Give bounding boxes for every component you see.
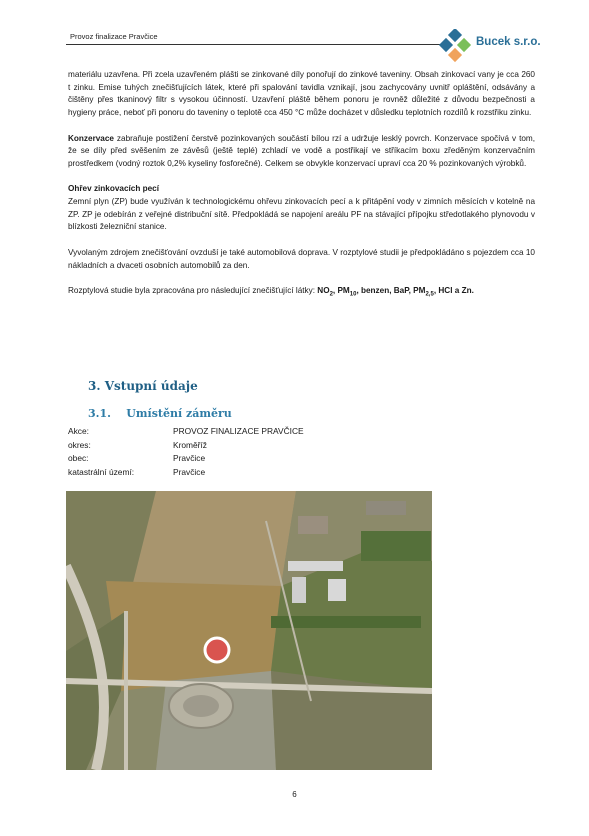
location-marker-icon bbox=[205, 638, 229, 662]
paragraph-galvanizing: materiálu uzavřena. Při zcela uzavřeném plášti se zinkované díly ponořují do zinkové taveniny. Obsah zinkovací vany je cca 260 t zinku. Emise tuhých znečišťujících látek, které při spalování tavidla vznikají, jsou zachycovány uvnitř opláštění, odsávány a čištěny přes tkaninový filtr s vysokou účinností. Uzavření pláště během ponoru je rovněž důležité z důvodu bezpečnosti a hygieny práce, neboť při ponoru do taveniny o teplotě cca 450 °C může docházet v důsledku teplotních rozdílů k rozstřiku zinku. bbox=[68, 70, 535, 118]
paragraph-pollutants: Rozptylová studie byla zpracována pro následující znečišťující látky: $NO_2$, $PM_{10}$, benzen, BaP, $PM_{2,5}$, HCl a Zn. bbox=[68, 285, 474, 298]
page-number: 6 bbox=[292, 790, 297, 799]
subsection-heading: 3.1. Umístění záměru bbox=[88, 407, 232, 420]
term-konzervace: Konzervace bbox=[68, 133, 114, 143]
paragraph-heating: Ohřev zinkovacích pecí Zemní plyn (ZP) bude využíván k technologickému ohřevu zinkovacích pecí a k přitápění vody v zimních měsících v kotelně na ZP. ZP je odebírán z veřejné distribuční sítě. Předpokládá se napojení areálu PF na stávající přípojku středotlakého plynovodu v blízkosti železniční stanice. bbox=[68, 184, 535, 232]
paragraph-traffic: Vyvolaným zdrojem znečišťování ovzduší je také automobilová doprava. V rozptylové studii je předpokládáno s pojezdem cca 10 nákladních a dvaceti osobních automobilů za den. bbox=[68, 247, 535, 270]
location-aerial-map bbox=[66, 491, 432, 770]
paragraph-conservation: Konzervace zabraňuje postižení čerstvě pozinkovaných součástí bílou rzí a udržuje lesklý povrch. Konzervace spočívá v tom, že se díly před svěšením ze závěsů (ještě teplé) zchladí ve vodě a postřikají ve stříkacím boxu zředěným konzervačním prostředkem (vodný roztok 0,2% kyseliny fosforečné). Celkem se obvykle konzervací upraví cca 20 % pozinkovaných výrobků. bbox=[68, 133, 535, 168]
subheading-heating: Ohřev zinkovacích pecí bbox=[68, 184, 160, 194]
info-row: okres: Kroměříž bbox=[68, 439, 207, 450]
bucek-logo-icon bbox=[438, 29, 472, 63]
info-row: obec: Pravčice bbox=[68, 453, 206, 463]
body-text bbox=[68, 69, 535, 314]
info-row: katastrální území: Pravčice bbox=[68, 466, 206, 477]
project-info bbox=[68, 425, 304, 479]
company-name: Bucek s.r.o. bbox=[476, 36, 541, 48]
info-row: Akce: PROVOZ FINALIZACE PRAVČICE bbox=[68, 426, 304, 436]
header-title: Provoz finalizace Pravčice bbox=[70, 32, 158, 41]
header-rule bbox=[66, 44, 450, 45]
section-heading: 3. Vstupní údaje bbox=[88, 379, 198, 393]
